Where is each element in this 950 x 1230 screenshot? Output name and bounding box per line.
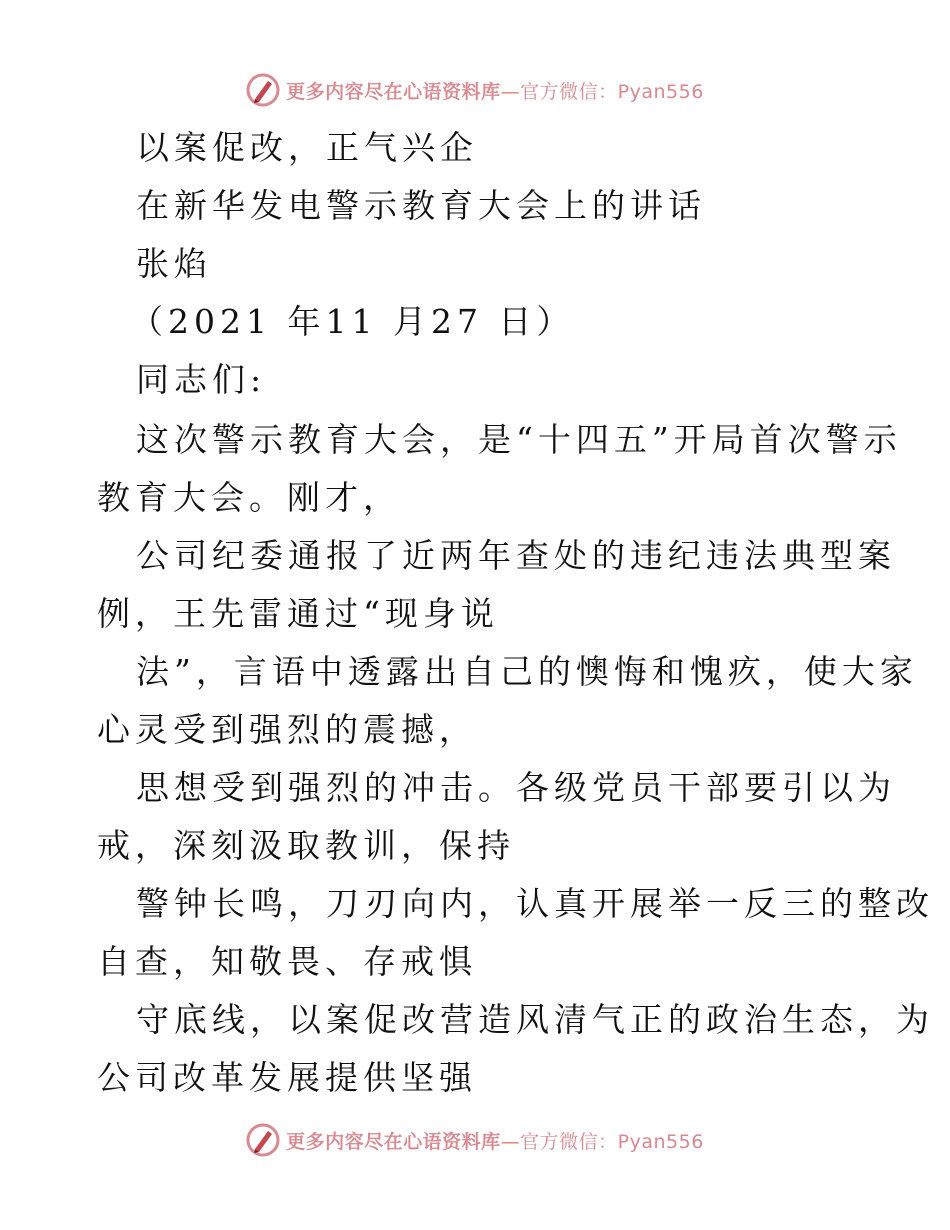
watermark-separator: — bbox=[500, 1130, 521, 1153]
pen-circle-logo-icon bbox=[246, 1123, 280, 1157]
paragraph-line: 例，王先雷通过“现身说 bbox=[97, 594, 499, 633]
watermark-separator: — bbox=[500, 80, 521, 103]
watermark-text bbox=[286, 1127, 704, 1154]
header-watermark bbox=[0, 70, 950, 110]
footer-watermark bbox=[0, 1120, 950, 1160]
paragraph-line: 戒，深刻汲取教训，保持 bbox=[97, 826, 515, 865]
watermark-wechat: 官方微信：Pyan556 bbox=[520, 80, 704, 103]
paragraph-line: 警钟长鸣，刀刃向内，认真开展举一反三的整改 bbox=[136, 884, 934, 923]
document-title: 以案促改，正气兴企 bbox=[136, 128, 478, 167]
paragraph-line: 教育大会。刚才， bbox=[97, 478, 401, 517]
document-author: 张焰 bbox=[136, 244, 212, 283]
watermark-text bbox=[286, 77, 704, 104]
paragraph-line: 这次警示教育大会，是“十四五”开局首次警示 bbox=[136, 420, 902, 459]
paragraph-line: 公司纪委通报了近两年查处的违纪违法典型案 bbox=[136, 536, 896, 575]
paragraph-line: 心灵受到强烈的震撼， bbox=[97, 710, 477, 749]
paragraph-line: 法”，言语中透露出自己的懊悔和愧疚，使大家 bbox=[136, 652, 918, 691]
document-subtitle: 在新华发电警示教育大会上的讲话 bbox=[136, 186, 706, 225]
watermark-brand: 更多内容尽在心语资料库 bbox=[286, 1130, 501, 1153]
watermark-brand: 更多内容尽在心语资料库 bbox=[286, 80, 501, 103]
document-date: （2021 年11 月27 日） bbox=[130, 302, 575, 341]
paragraph-line: 守底线，以案促改营造风清气正的政治生态，为 bbox=[136, 1000, 934, 1039]
paragraph-line: 自查，知敬畏、存戒惧 bbox=[97, 942, 477, 981]
watermark-wechat: 官方微信：Pyan556 bbox=[520, 1130, 704, 1153]
pen-circle-logo-icon bbox=[246, 73, 280, 107]
paragraph-line: 公司改革发展提供坚强 bbox=[97, 1058, 477, 1097]
document-greeting: 同志们: bbox=[136, 360, 267, 399]
paragraph-line: 思想受到强烈的冲击。各级党员干部要引以为 bbox=[136, 768, 896, 807]
